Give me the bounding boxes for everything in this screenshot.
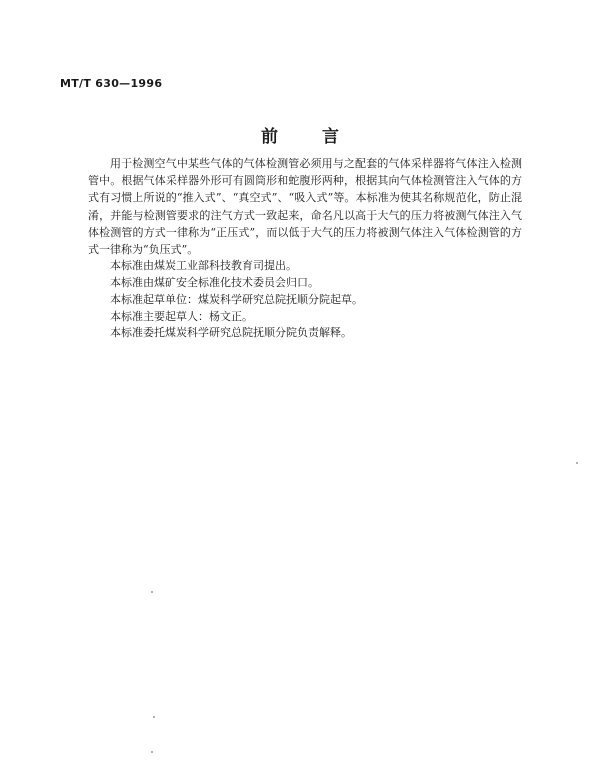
- page-title: 前言: [261, 127, 383, 147]
- paragraph-proposer: 本标准由煤炭工业部科技教育司提出。: [110, 259, 297, 273]
- paragraph-administrator: 本标准由煤矿安全标准化技术委员会归口。: [110, 276, 319, 290]
- paragraph-main-drafter: 本标准主要起草人：杨文正。: [110, 309, 253, 323]
- paragraph-drafting-unit: 本标准起草单位：煤炭科学研究总院抚顺分院起草。: [110, 292, 363, 306]
- scan-speck: [151, 751, 153, 753]
- scan-speck: [576, 462, 578, 464]
- scan-speck: [151, 591, 153, 593]
- paragraph-interpretation: 本标准委托煤炭科学研究总院抚顺分院负责解释。: [110, 326, 352, 340]
- document-body: [88, 155, 522, 342]
- paragraph-intro: 用于检测空气中某些气体的气体检测管必须用与之配套的气体采样器将气体注入检测管中。根据气体采样器外形可有圆筒形和蛇腹形两种，根据其向气体检测管注入气体的方式有习惯上所说的“推入式”、“真空式”、“吸入式”等。本标准为使其名称规范化，防止混淆，并能与检测管要求的注气方式一致起来，命名凡以高于大气的压力将被测气体注入气体检测管的方式一律称为“正压式”，而以低于大气的压力将被测气体注入气体检测管的方式一律称为“负压式”。: [88, 157, 522, 257]
- standard-code: MT/T 630—1996: [60, 77, 163, 90]
- scan-speck: [153, 716, 155, 718]
